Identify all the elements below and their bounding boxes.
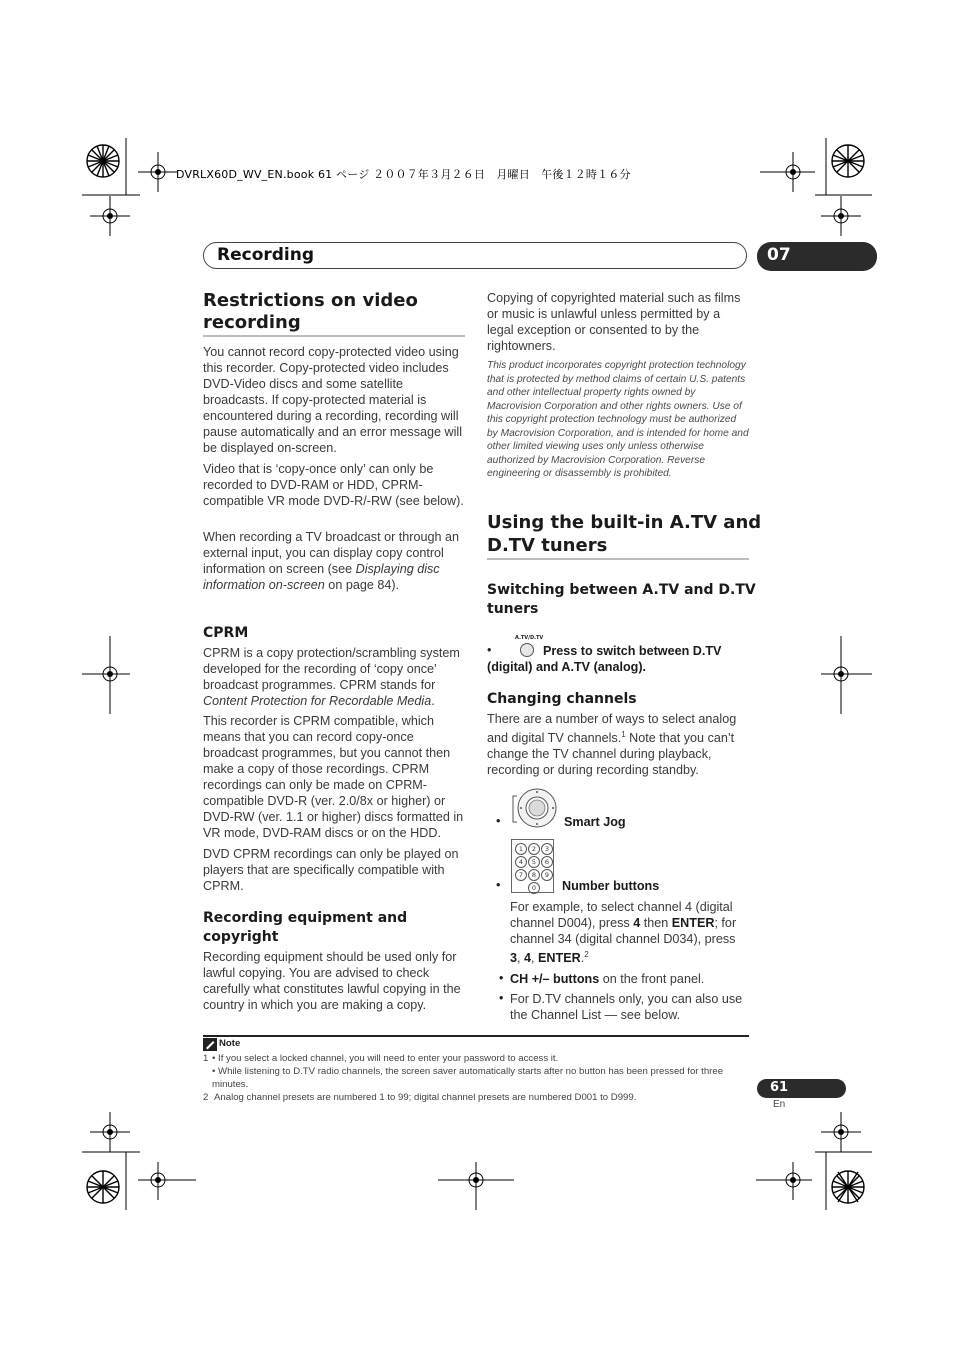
numpad-key-7: 7	[515, 869, 527, 881]
bullet-ch-buttons: •	[499, 971, 504, 985]
channel-list-item: For D.TV channels only, you can also use the Channel List — see below.	[510, 992, 743, 1022]
chapter-badge	[757, 242, 877, 271]
atv-dtv-button-label: A.TV/D.TV	[515, 635, 544, 641]
heading-recording-equipment-line1: Recording equipment and	[203, 910, 408, 926]
switch-instruction-line1: Press to switch between D.TV	[543, 644, 722, 658]
bullet-switch: •	[487, 643, 492, 657]
bullet-number-buttons: •	[496, 878, 501, 892]
number-buttons-example: For example, to select channel 4 (digital channel D004), press 4 then ENTER; for channel 34 (digital channel D034), press 3, 4, ENTER.$^2$	[510, 900, 737, 966]
restrictions-p3-a: When recording a TV broadcast or through an external input, you can display copy control information on screen (see	[203, 530, 459, 576]
cprm-p1-b: .	[431, 694, 435, 708]
note-icon	[203, 1038, 217, 1051]
heading-rule-left	[203, 335, 465, 337]
note-2: Analog channel presets are numbered 1 to 99; digital channel presets are numbered D001 to D999.	[214, 1092, 637, 1103]
numpad-key-1: 1	[515, 843, 527, 855]
numpad-key-0: 0	[528, 882, 540, 894]
numpad-key-4: 4	[515, 856, 527, 868]
print-header: DVRLX60D_WV_EN.book 61 ページ ２００７年３月２６日 月曜日 午後１２時１６分	[176, 168, 631, 181]
heading-cprm: CPRM	[203, 625, 249, 641]
number-pad-icon	[511, 839, 554, 893]
numpad-key-8: 8	[528, 869, 540, 881]
cprm-paragraph-2: This recorder is CPRM compatible, which means that you can record copy-once broadcast programmes, but you cannot then make a copy of those recordings. CPRM recordings can only be made on CPRM-compatible DVD-R (ver. 2.0/8x or higher) or DVD-RW (ver. 1.1 or higher) discs formatted in VR mode, DVD-RAM discs or on the HDD.	[203, 714, 464, 840]
heading-switching-line2: tuners	[487, 601, 539, 617]
heading-builtin-tuners-line2: D.TV tuners	[487, 535, 608, 556]
switch-instruction-line2: (digital) and A.TV (analog).	[487, 660, 647, 674]
cprm-paragraph-1	[203, 645, 465, 709]
note-1-number: 1	[203, 1053, 209, 1064]
restrictions-p3-link: Displaying disc information on-screen	[203, 562, 440, 592]
heading-builtin-tuners-line1: Using the built-in A.TV and	[487, 512, 762, 533]
heading-recording-equipment-line2: copyright	[203, 929, 279, 945]
bullet-channel-list: •	[499, 991, 504, 1005]
number-buttons-label: Number buttons	[562, 879, 660, 893]
language-code: En	[773, 1099, 786, 1110]
note-label: Note	[219, 1038, 241, 1049]
changing-channels-paragraph: There are a number of ways to select analog and digital TV channels.$^1$ Note that you can’t change the TV channel during playback, recording or during recording standby.	[487, 712, 737, 778]
cprm-p1-italic: Content Protection for Recordable Media	[203, 694, 432, 708]
bullet-smart-jog: •	[496, 814, 501, 828]
macrovision-notice: This product incorporates copyright protection technology that is protected by method claims of certain U.S. patents and other intellectual property rights owned by Macrovision Corporation and other rights owners. Use of this copyright protection technology must be authorized by Macrovision Corporation, and is intended for home and other limited viewing uses only unless otherwise authorized by Macrovision Corporation. Reverse engineering or disassembly is prohibited.	[487, 360, 749, 479]
numpad-key-5: 5	[528, 856, 540, 868]
heading-changing-channels: Changing channels	[487, 691, 637, 707]
heading-rule-right	[487, 558, 749, 560]
restrictions-paragraph-1: You cannot record copy-protected video using this recorder. Copy-protected video includes DVD-Video discs and some satellite broadcasts. If copy-protected material is encountered during a recording, recording will pause automatically and an error message will be displayed on-screen.	[203, 345, 463, 455]
note-2-number: 2	[203, 1092, 209, 1103]
recording-equipment-paragraph: Recording equipment should be used only for lawful copying. You are advised to check carefully what constitutes lawful copying in the country in which you are making a copy.	[203, 950, 461, 1012]
copyright-paragraph: Copying of copyrighted material such as films or music is unlawful unless permitted by a legal exception or consented to by the rightowners.	[487, 291, 741, 353]
note-divider	[203, 1035, 749, 1037]
numpad-key-6: 6	[541, 856, 553, 868]
section-title-bar	[203, 242, 747, 269]
section-title: Recording	[217, 245, 315, 265]
numpad-key-9: 9	[541, 869, 553, 881]
heading-restrictions-line2: recording	[203, 312, 301, 333]
restrictions-paragraph-3	[203, 529, 465, 593]
ch-buttons-item: CH +/– buttons on the front panel.	[510, 972, 705, 986]
smart-jog-icon	[511, 788, 559, 832]
page-number: 61	[770, 1080, 789, 1095]
restrictions-paragraph-2: Video that is ‘copy-once only’ can only be recorded to DVD-RAM or HDD, CPRM-compatible VR mode DVD-R/-RW (see below).	[203, 462, 464, 508]
page-number-badge	[757, 1079, 846, 1098]
atv-dtv-button-icon	[519, 642, 535, 658]
smart-jog-label: Smart Jog	[564, 815, 626, 829]
numpad-key-3: 3	[541, 843, 553, 855]
cprm-p1-a: CPRM is a copy protection/scrambling system developed for the recording of ‘copy once’ broadcast programmes. CPRM stands for	[203, 646, 460, 692]
note-1b: • While listening to D.TV radio channels, the screen saver automatically starts after no button has been pressed for three minutes.	[212, 1066, 724, 1090]
numpad-key-2: 2	[528, 843, 540, 855]
chapter-number: 07	[767, 245, 791, 265]
heading-switching-line1: Switching between A.TV and D.TV	[487, 582, 756, 598]
note-1a: • If you select a locked channel, you will need to enter your password to access it.	[212, 1053, 559, 1064]
restrictions-p3-b: on page 84).	[324, 578, 400, 592]
heading-restrictions-line1: Restrictions on video	[203, 290, 418, 311]
cprm-paragraph-3: DVD CPRM recordings can only be played on players that are specifically compatible with CPRM.	[203, 847, 459, 893]
